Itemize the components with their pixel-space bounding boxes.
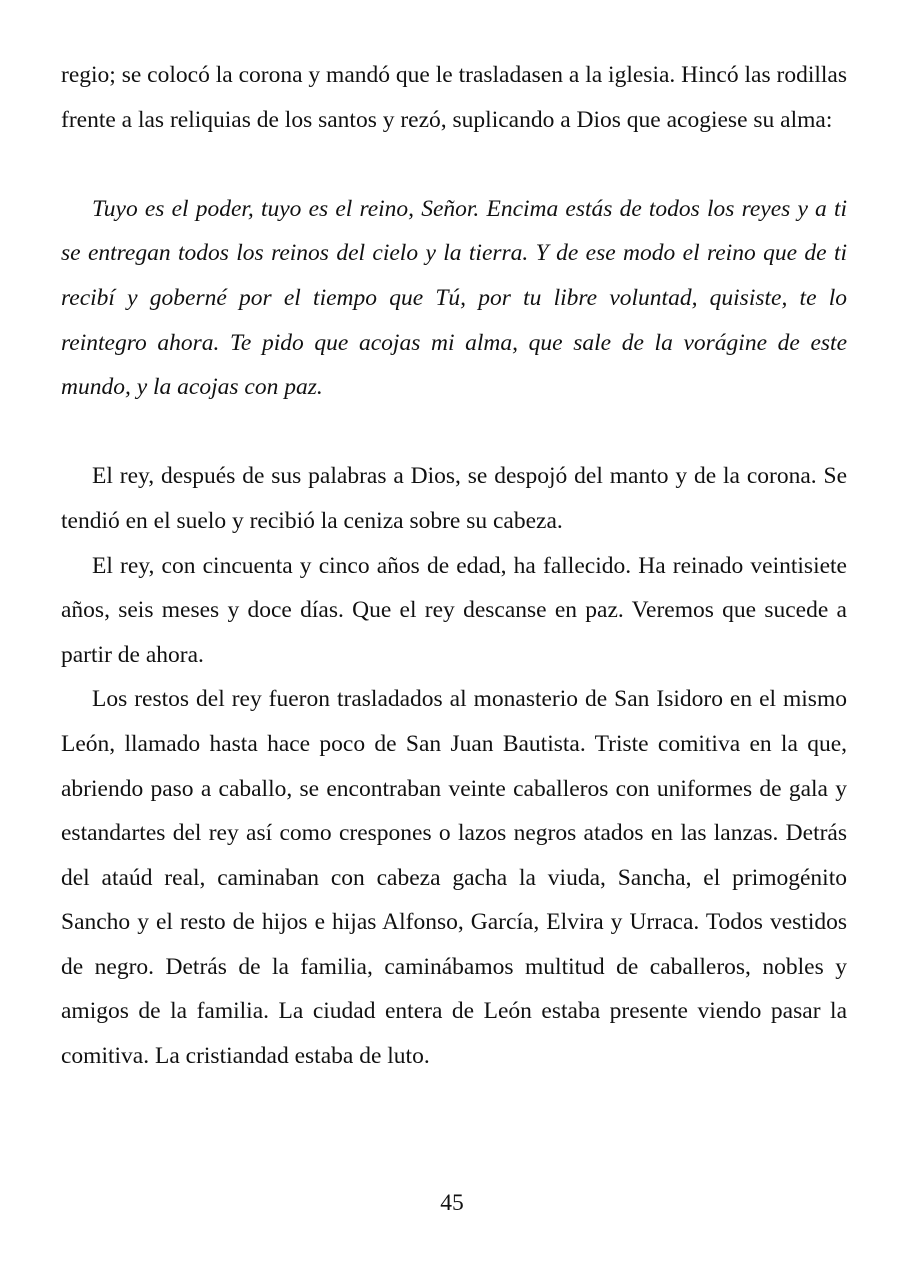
page-body [61, 53, 847, 1079]
paragraph-procession: Los restos del rey fueron trasladados al monasterio de San Isidoro en el mismo León, llamado hasta hace poco de San Juan Bautista. Triste comitiva en la que, abriendo paso a caballo, se encontraban veinte caballeros con uniformes de gala y estandartes del rey así como crespones o lazos negros atados en las lanzas. Detrás del ataúd real, caminaban con cabeza gacha la viuda, Sancha, el primogénito Sancho y el resto de hijos e hijas Alfonso, García, Elvira y Urraca. Todos vestidos de negro. Detrás de la familia, caminábamos multitud de caballeros, nobles y amigos de la familia. La ciudad entera de León estaba presente viendo pasar la comitiva. La cristiandad estaba de luto. [61, 686, 847, 1070]
paragraph-ashes: El rey, después de sus palabras a Dios, se despojó del manto y de la corona. Se tendió en el suelo y recibió la ceniza sobre su cabeza. [61, 463, 847, 534]
paragraph-gap [61, 142, 847, 187]
paragraph-death: El rey, con cincuenta y cinco años de edad, ha fallecido. Ha reinado veintisiete años, seis meses y doce días. Que el rey descanse en paz. Veremos que sucede a partir de ahora. [61, 552, 847, 668]
page-number: 45 [440, 1190, 464, 1216]
paragraph-gap [61, 410, 847, 455]
paragraph-intro: regio; se colocó la corona y mandó que le trasladasen a la iglesia. Hincó las rodillas frente a las reliquias de los santos y rezó, suplicando a Dios que acogiese su alma: [61, 62, 847, 133]
prayer-quote: Tuyo es el poder, tuyo es el reino, Señor. Encima estás de todos los reyes y a ti se entregan todos los reinos del cielo y la tierra. Y de ese modo el reino que de ti recibí y goberné por el tiempo que Tú, por tu libre voluntad, quisiste, te lo reintegro ahora. Te pido que acojas mi alma, que sale de la vorágine de este mundo, y la acojas con paz. [61, 195, 847, 401]
